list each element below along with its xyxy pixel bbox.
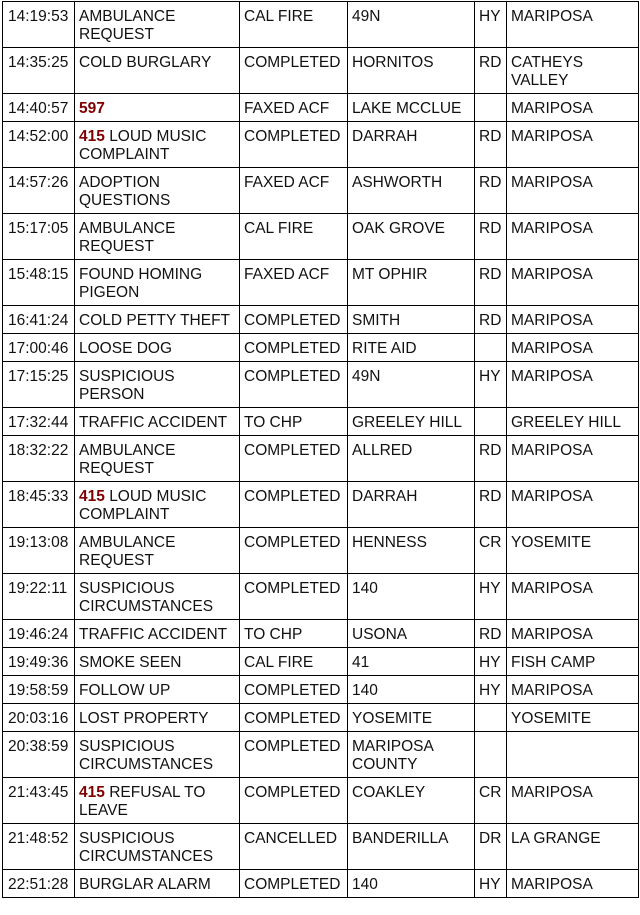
- incident-type: SUSPICIOUS CIRCUMSTANCES: [79, 580, 214, 615]
- incident-cell: [75, 482, 240, 528]
- incident-cell: [75, 870, 240, 898]
- street-cell: ALLRED: [348, 436, 475, 482]
- incident-type: ADOPTION QUESTIONS: [79, 174, 171, 209]
- incident-type: BURGLAR ALARM: [79, 876, 211, 893]
- penal-code: 415: [79, 488, 105, 505]
- street-cell: ASHWORTH: [348, 168, 475, 214]
- time-cell: 19:22:11: [3, 574, 75, 620]
- city-cell: MARIPOSA: [507, 436, 639, 482]
- time-cell: 14:19:53: [3, 2, 75, 48]
- time-cell: 14:57:26: [3, 168, 75, 214]
- incident-cell: [75, 648, 240, 676]
- street-suffix-cell: [475, 334, 507, 362]
- street-suffix-cell: RD: [475, 122, 507, 168]
- disposition-cell: COMPLETED: [240, 574, 348, 620]
- street-suffix-cell: DR: [475, 824, 507, 870]
- disposition-cell: FAXED ACF: [240, 168, 348, 214]
- disposition-cell: COMPLETED: [240, 778, 348, 824]
- street-suffix-cell: RD: [475, 48, 507, 94]
- incident-cell: [75, 122, 240, 168]
- table-row: [3, 482, 639, 528]
- incident-cell: [75, 48, 240, 94]
- city-cell: MARIPOSA: [507, 214, 639, 260]
- city-cell: MARIPOSA: [507, 676, 639, 704]
- city-cell: [507, 732, 639, 778]
- table-row: [3, 574, 639, 620]
- incident-cell: [75, 94, 240, 122]
- incident-cell: [75, 528, 240, 574]
- city-cell: MARIPOSA: [507, 2, 639, 48]
- incident-cell: [75, 214, 240, 260]
- street-suffix-cell: RD: [475, 620, 507, 648]
- street-cell: HORNITOS: [348, 48, 475, 94]
- time-cell: 14:40:57: [3, 94, 75, 122]
- table-row: [3, 334, 639, 362]
- time-cell: 15:48:15: [3, 260, 75, 306]
- street-cell: BANDERILLA: [348, 824, 475, 870]
- incident-type: LOUD MUSIC COMPLAINT: [79, 488, 207, 523]
- street-suffix-cell: RD: [475, 260, 507, 306]
- street-suffix-cell: CR: [475, 528, 507, 574]
- incident-cell: [75, 676, 240, 704]
- street-suffix-cell: HY: [475, 362, 507, 408]
- disposition-cell: COMPLETED: [240, 48, 348, 94]
- street-cell: 49N: [348, 2, 475, 48]
- street-cell: MARIPOSA COUNTY: [348, 732, 475, 778]
- city-cell: MARIPOSA: [507, 122, 639, 168]
- table-row: [3, 704, 639, 732]
- incident-type: COLD PETTY THEFT: [79, 312, 231, 329]
- table-row: [3, 214, 639, 260]
- street-cell: OAK GROVE: [348, 214, 475, 260]
- incident-log-body: [3, 2, 639, 898]
- time-cell: 19:13:08: [3, 528, 75, 574]
- street-cell: RITE AID: [348, 334, 475, 362]
- table-row: [3, 306, 639, 334]
- incident-cell: [75, 436, 240, 482]
- incident-cell: [75, 306, 240, 334]
- street-cell: SMITH: [348, 306, 475, 334]
- street-cell: COAKLEY: [348, 778, 475, 824]
- time-cell: 19:46:24: [3, 620, 75, 648]
- street-suffix-cell: HY: [475, 676, 507, 704]
- table-row: [3, 122, 639, 168]
- table-row: [3, 732, 639, 778]
- incident-cell: [75, 620, 240, 648]
- incident-cell: [75, 778, 240, 824]
- disposition-cell: COMPLETED: [240, 436, 348, 482]
- street-suffix-cell: CR: [475, 778, 507, 824]
- incident-type: LOST PROPERTY: [79, 710, 209, 727]
- table-row: [3, 676, 639, 704]
- street-suffix-cell: RD: [475, 482, 507, 528]
- time-cell: 15:17:05: [3, 214, 75, 260]
- time-cell: 18:45:33: [3, 482, 75, 528]
- incident-cell: [75, 168, 240, 214]
- city-cell: MARIPOSA: [507, 260, 639, 306]
- street-cell: DARRAH: [348, 482, 475, 528]
- street-suffix-cell: HY: [475, 574, 507, 620]
- city-cell: FISH CAMP: [507, 648, 639, 676]
- table-row: [3, 48, 639, 94]
- disposition-cell: FAXED ACF: [240, 260, 348, 306]
- city-cell: MARIPOSA: [507, 168, 639, 214]
- street-cell: HENNESS: [348, 528, 475, 574]
- disposition-cell: CAL FIRE: [240, 2, 348, 48]
- city-cell: MARIPOSA: [507, 778, 639, 824]
- table-row: [3, 94, 639, 122]
- street-suffix-cell: [475, 94, 507, 122]
- disposition-cell: TO CHP: [240, 620, 348, 648]
- incident-type: AMBULANCE REQUEST: [79, 534, 176, 569]
- city-cell: CATHEYS VALLEY: [507, 48, 639, 94]
- disposition-cell: COMPLETED: [240, 334, 348, 362]
- incident-cell: [75, 334, 240, 362]
- disposition-cell: COMPLETED: [240, 482, 348, 528]
- street-cell: 140: [348, 676, 475, 704]
- street-suffix-cell: [475, 732, 507, 778]
- street-cell: 140: [348, 870, 475, 898]
- street-cell: 41: [348, 648, 475, 676]
- disposition-cell: COMPLETED: [240, 676, 348, 704]
- street-cell: 140: [348, 574, 475, 620]
- table-row: [3, 168, 639, 214]
- incident-cell: [75, 362, 240, 408]
- time-cell: 18:32:22: [3, 436, 75, 482]
- penal-code: 597: [79, 100, 105, 117]
- time-cell: 22:51:28: [3, 870, 75, 898]
- disposition-cell: COMPLETED: [240, 528, 348, 574]
- incident-cell: [75, 574, 240, 620]
- city-cell: LA GRANGE: [507, 824, 639, 870]
- disposition-cell: CAL FIRE: [240, 214, 348, 260]
- incident-type: FOLLOW UP: [79, 682, 171, 699]
- table-row: [3, 436, 639, 482]
- city-cell: MARIPOSA: [507, 362, 639, 408]
- city-cell: MARIPOSA: [507, 620, 639, 648]
- city-cell: MARIPOSA: [507, 482, 639, 528]
- penal-code: 415: [79, 784, 105, 801]
- city-cell: MARIPOSA: [507, 306, 639, 334]
- table-row: [3, 648, 639, 676]
- table-row: [3, 778, 639, 824]
- disposition-cell: TO CHP: [240, 408, 348, 436]
- incident-type: SUSPICIOUS CIRCUMSTANCES: [79, 738, 214, 773]
- incident-type: SMOKE SEEN: [79, 654, 182, 671]
- incident-cell: [75, 824, 240, 870]
- street-cell: MT OPHIR: [348, 260, 475, 306]
- street-suffix-cell: RD: [475, 168, 507, 214]
- city-cell: MARIPOSA: [507, 870, 639, 898]
- time-cell: 17:32:44: [3, 408, 75, 436]
- disposition-cell: COMPLETED: [240, 306, 348, 334]
- incident-cell: [75, 260, 240, 306]
- street-suffix-cell: [475, 704, 507, 732]
- city-cell: YOSEMITE: [507, 704, 639, 732]
- street-suffix-cell: HY: [475, 648, 507, 676]
- incident-type: FOUND HOMING PIGEON: [79, 266, 203, 301]
- street-cell: DARRAH: [348, 122, 475, 168]
- time-cell: 20:38:59: [3, 732, 75, 778]
- incident-type: SUSPICIOUS PERSON: [79, 368, 175, 403]
- disposition-cell: CANCELLED: [240, 824, 348, 870]
- table-row: [3, 870, 639, 898]
- time-cell: 21:43:45: [3, 778, 75, 824]
- street-suffix-cell: RD: [475, 214, 507, 260]
- street-suffix-cell: RD: [475, 436, 507, 482]
- time-cell: 17:15:25: [3, 362, 75, 408]
- incident-type: AMBULANCE REQUEST: [79, 220, 176, 255]
- incident-type: AMBULANCE REQUEST: [79, 8, 176, 43]
- street-cell: 49N: [348, 362, 475, 408]
- incident-type: TRAFFIC ACCIDENT: [79, 414, 228, 431]
- disposition-cell: COMPLETED: [240, 732, 348, 778]
- city-cell: GREELEY HILL: [507, 408, 639, 436]
- disposition-cell: COMPLETED: [240, 362, 348, 408]
- incident-type: SUSPICIOUS CIRCUMSTANCES: [79, 830, 214, 865]
- incident-type: LOOSE DOG: [79, 340, 173, 357]
- incident-cell: [75, 732, 240, 778]
- street-cell: USONA: [348, 620, 475, 648]
- table-row: [3, 362, 639, 408]
- city-cell: MARIPOSA: [507, 334, 639, 362]
- street-cell: YOSEMITE: [348, 704, 475, 732]
- time-cell: 17:00:46: [3, 334, 75, 362]
- time-cell: 21:48:52: [3, 824, 75, 870]
- table-row: [3, 2, 639, 48]
- table-row: [3, 528, 639, 574]
- time-cell: 14:52:00: [3, 122, 75, 168]
- table-row: [3, 408, 639, 436]
- incident-type: AMBULANCE REQUEST: [79, 442, 176, 477]
- city-cell: MARIPOSA: [507, 574, 639, 620]
- disposition-cell: COMPLETED: [240, 704, 348, 732]
- table-row: [3, 620, 639, 648]
- disposition-cell: COMPLETED: [240, 122, 348, 168]
- city-cell: MARIPOSA: [507, 94, 639, 122]
- disposition-cell: CAL FIRE: [240, 648, 348, 676]
- street-cell: LAKE MCCLUE: [348, 94, 475, 122]
- time-cell: 14:35:25: [3, 48, 75, 94]
- incident-cell: [75, 704, 240, 732]
- table-row: [3, 260, 639, 306]
- city-cell: YOSEMITE: [507, 528, 639, 574]
- street-suffix-cell: RD: [475, 306, 507, 334]
- incident-cell: [75, 2, 240, 48]
- time-cell: 19:49:36: [3, 648, 75, 676]
- street-suffix-cell: HY: [475, 2, 507, 48]
- time-cell: 20:03:16: [3, 704, 75, 732]
- disposition-cell: FAXED ACF: [240, 94, 348, 122]
- incident-cell: [75, 408, 240, 436]
- street-cell: GREELEY HILL: [348, 408, 475, 436]
- disposition-cell: COMPLETED: [240, 870, 348, 898]
- incident-type: TRAFFIC ACCIDENT: [79, 626, 228, 643]
- table-row: [3, 824, 639, 870]
- incident-type: COLD BURGLARY: [79, 54, 212, 71]
- incident-log-table: [2, 1, 639, 898]
- time-cell: 16:41:24: [3, 306, 75, 334]
- incident-type: LOUD MUSIC COMPLAINT: [79, 128, 207, 163]
- street-suffix-cell: HY: [475, 870, 507, 898]
- penal-code: 415: [79, 128, 105, 145]
- incident-type: REFUSAL TO LEAVE: [79, 784, 206, 819]
- time-cell: 19:58:59: [3, 676, 75, 704]
- street-suffix-cell: [475, 408, 507, 436]
